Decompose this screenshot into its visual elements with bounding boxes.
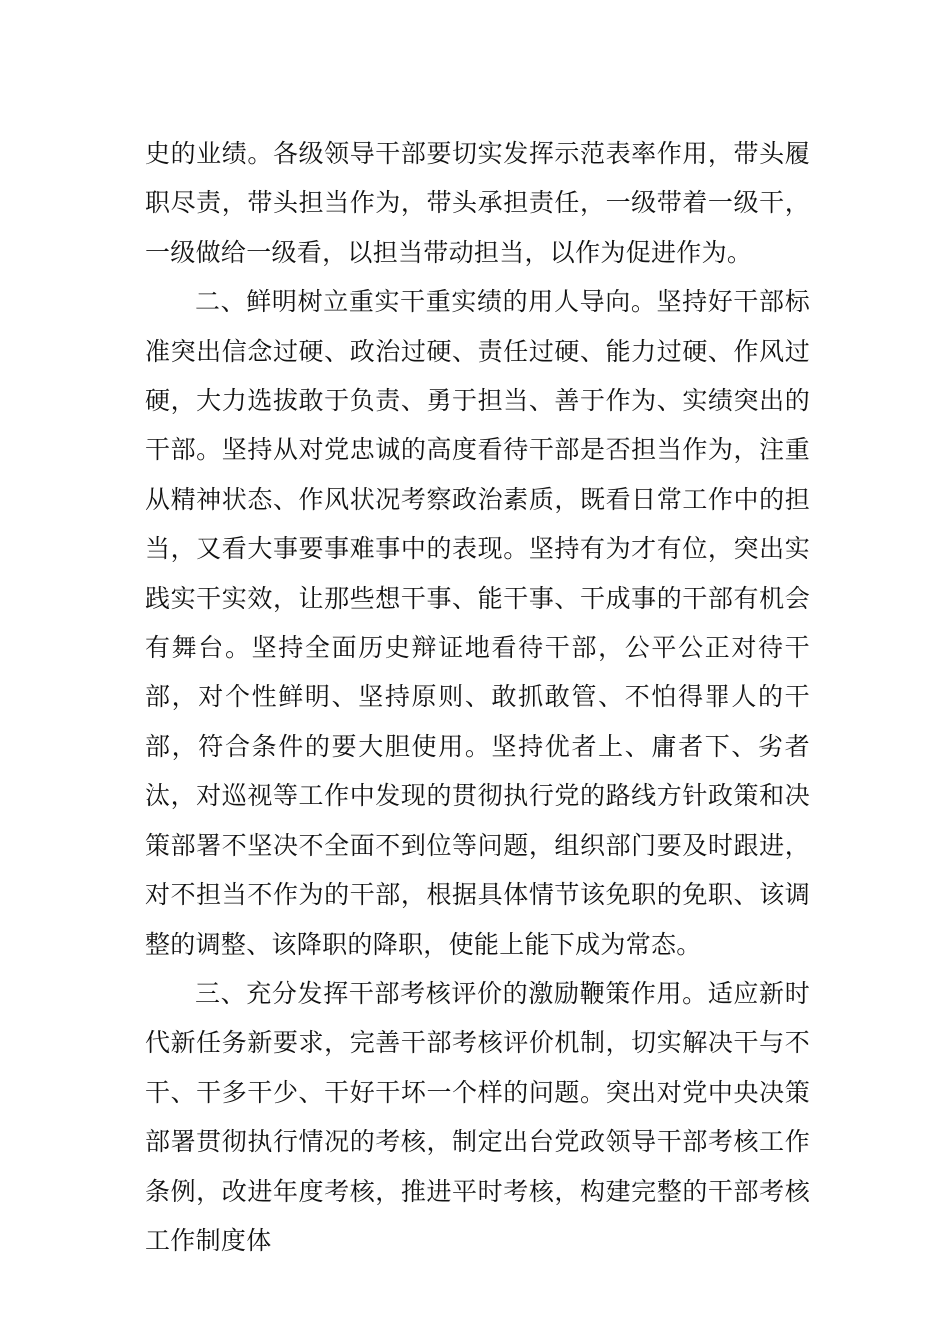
paragraph-section-two: 二、鲜明树立重实干重实绩的用人导向。坚持好干部标准突出信念过硬、政治过硬、责任过硬、能力过硬、作风过硬，大力选拔敢于负责、勇于担当、善于作为、实绩突出的干部。坚持从对党忠诚的高度看待干部是否担当作为，注重从精神状态、作风状况考察政治素质，既看日常工作中的担当，又看大事要事难事中的表现。坚持有为才有位，突出实践实干实效，让那些想干事、能干事、干成事的干部有机会有舞台。坚持全面历史辩证地看待干部，公平公正对待干部，对个性鲜明、坚持原则、敢抓敢管、不怕得罪人的干部，符合条件的要大胆使用。坚持优者上、庸者下、劣者汰，对巡视等工作中发现的贯彻执行党的路线方针政策和决策部署不坚决不全面不到位等问题，组织部门要及时跟进，对不担当不作为的干部，根据具体情节该免职的免职、该调整的调整、该降职的降职，使能上能下成为常态。 xyxy=(145,287,810,959)
paragraph-section-three: 三、充分发挥干部考核评价的激励鞭策作用。适应新时代新任务新要求，完善干部考核评价机制，切实解决干与不干、干多干少、干好干坏一个样的问题。突出对党中央决策部署贯彻执行情况的考核，制定出台党政领导干部考核工作条例，改进年度考核，推进平时考核，构建完整的干部考核工作制度体 xyxy=(145,978,810,1255)
document-body xyxy=(145,129,810,1265)
paragraph-continuation: 史的业绩。各级领导干部要切实发挥示范表率作用，带头履职尽责，带头担当作为，带头承担责任，一级带着一级干，一级做给一级看，以担当带动担当，以作为促进作为。 xyxy=(145,139,810,267)
